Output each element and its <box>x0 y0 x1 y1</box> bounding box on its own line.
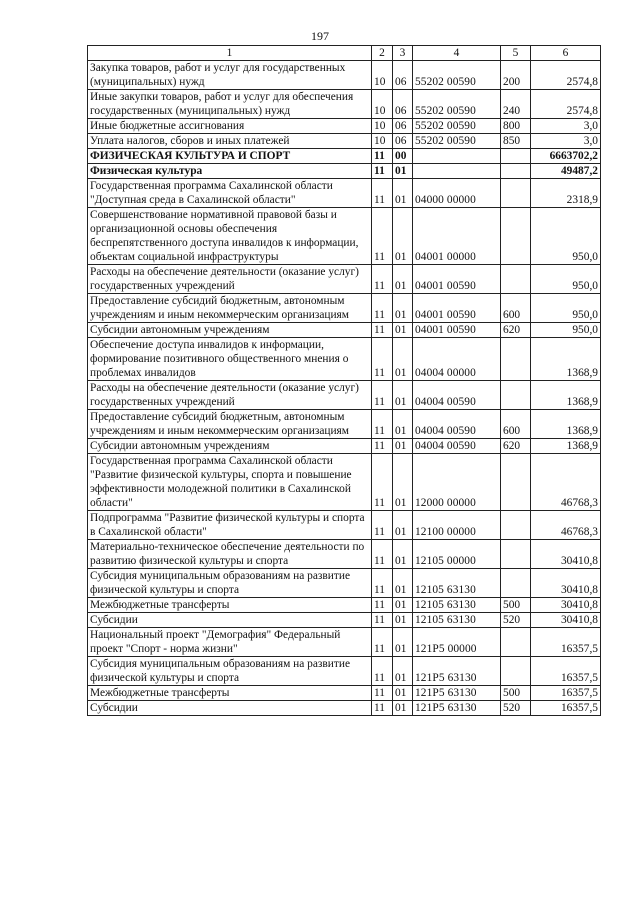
column-header: 6 <box>531 46 601 61</box>
table-row <box>88 657 601 686</box>
row-subsection: 01 <box>393 598 413 613</box>
row-amount: 950,0 <box>531 323 601 338</box>
row-section: 10 <box>372 90 393 119</box>
row-amount: 30410,8 <box>531 598 601 613</box>
row-section: 11 <box>372 511 393 540</box>
row-name: Субсидия муниципальным образованиям на развитие физической культуры и спорта <box>88 657 372 686</box>
row-section: 11 <box>372 265 393 294</box>
row-amount: 46768,3 <box>531 454 601 511</box>
table-row <box>88 179 601 208</box>
row-subsection: 01 <box>393 540 413 569</box>
row-name: Совершенствование нормативной правовой базы и организационной основы обеспечения беспрепятственного доступа инвалидов к информации, объектам социальной инфраструктуры <box>88 208 372 265</box>
row-subsection: 01 <box>393 164 413 179</box>
row-subsection: 01 <box>393 613 413 628</box>
row-target-article: 04001 00590 <box>413 265 501 294</box>
row-section: 11 <box>372 338 393 381</box>
row-amount: 2318,9 <box>531 179 601 208</box>
row-amount: 16357,5 <box>531 628 601 657</box>
row-expense-type <box>501 540 531 569</box>
row-name: Субсидии автономным учреждениям <box>88 323 372 338</box>
row-expense-type <box>501 338 531 381</box>
row-expense-type <box>501 657 531 686</box>
row-expense-type: 500 <box>501 598 531 613</box>
row-name: Субсидии <box>88 613 372 628</box>
row-name: Расходы на обеспечение деятельности (оказание услуг) государственных учреждений <box>88 265 372 294</box>
row-name: Национальный проект "Демография" Федеральный проект "Спорт - норма жизни" <box>88 628 372 657</box>
row-target-article: 55202 00590 <box>413 134 501 149</box>
row-section: 11 <box>372 686 393 701</box>
row-section: 11 <box>372 613 393 628</box>
table-row <box>88 208 601 265</box>
column-header: 5 <box>501 46 531 61</box>
row-subsection: 01 <box>393 410 413 439</box>
column-header: 1 <box>88 46 372 61</box>
table-row <box>88 439 601 454</box>
row-name: Предоставление субсидий бюджетным, автономным учреждениям и иным некоммерческим организациям <box>88 294 372 323</box>
row-section: 10 <box>372 61 393 90</box>
row-target-article: 04004 00000 <box>413 338 501 381</box>
row-expense-type: 620 <box>501 439 531 454</box>
table-row <box>88 265 601 294</box>
table-row <box>88 134 601 149</box>
row-target-article: 04000 00000 <box>413 179 501 208</box>
row-amount: 2574,8 <box>531 61 601 90</box>
row-subsection: 01 <box>393 686 413 701</box>
row-expense-type: 850 <box>501 134 531 149</box>
header-row <box>88 46 601 61</box>
table-row <box>88 61 601 90</box>
row-target-article: 04004 00590 <box>413 410 501 439</box>
row-section: 11 <box>372 179 393 208</box>
row-name: Расходы на обеспечение деятельности (оказание услуг) государственных учреждений <box>88 381 372 410</box>
row-target-article: 04004 00590 <box>413 439 501 454</box>
row-subsection: 01 <box>393 381 413 410</box>
row-subsection: 01 <box>393 657 413 686</box>
row-amount: 3,0 <box>531 119 601 134</box>
budget-table <box>87 45 601 716</box>
table-row <box>88 613 601 628</box>
row-subsection: 01 <box>393 511 413 540</box>
column-header: 2 <box>372 46 393 61</box>
row-name: Субсидии автономным учреждениям <box>88 439 372 454</box>
row-target-article: 04001 00590 <box>413 323 501 338</box>
row-subsection: 01 <box>393 294 413 323</box>
row-subsection: 01 <box>393 454 413 511</box>
row-target-article: 12105 63130 <box>413 569 501 598</box>
row-amount: 30410,8 <box>531 540 601 569</box>
table-row <box>88 540 601 569</box>
row-section: 11 <box>372 164 393 179</box>
row-expense-type <box>501 511 531 540</box>
table-row <box>88 119 601 134</box>
row-target-article: 55202 00590 <box>413 61 501 90</box>
row-section: 11 <box>372 410 393 439</box>
row-section: 11 <box>372 657 393 686</box>
row-name: Межбюджетные трансферты <box>88 598 372 613</box>
row-section: 11 <box>372 381 393 410</box>
row-subsection: 01 <box>393 628 413 657</box>
row-target-article: 04001 00590 <box>413 294 501 323</box>
row-target-article: 04004 00590 <box>413 381 501 410</box>
row-amount: 49487,2 <box>531 164 601 179</box>
row-section: 11 <box>372 569 393 598</box>
column-header: 3 <box>393 46 413 61</box>
row-subsection: 01 <box>393 208 413 265</box>
row-target-article: 12105 63130 <box>413 613 501 628</box>
row-expense-type: 240 <box>501 90 531 119</box>
table-row <box>88 454 601 511</box>
table-row <box>88 323 601 338</box>
row-name: Закупка товаров, работ и услуг для государственных (муниципальных) нужд <box>88 61 372 90</box>
row-expense-type: 200 <box>501 61 531 90</box>
table-row <box>88 164 601 179</box>
row-expense-type: 520 <box>501 613 531 628</box>
table-row <box>88 511 601 540</box>
row-target-article: 55202 00590 <box>413 119 501 134</box>
column-header: 4 <box>413 46 501 61</box>
row-section: 10 <box>372 119 393 134</box>
row-amount: 1368,9 <box>531 410 601 439</box>
row-amount: 3,0 <box>531 134 601 149</box>
row-target-article: 121P5 63130 <box>413 701 501 716</box>
row-target-article <box>413 149 501 164</box>
row-name: Подпрограмма "Развитие физической культуры и спорта в Сахалинской области" <box>88 511 372 540</box>
row-target-article: 04001 00000 <box>413 208 501 265</box>
row-expense-type <box>501 208 531 265</box>
row-target-article: 121P5 63130 <box>413 686 501 701</box>
row-amount: 1368,9 <box>531 338 601 381</box>
row-expense-type <box>501 569 531 598</box>
row-subsection: 01 <box>393 323 413 338</box>
row-name: Межбюджетные трансферты <box>88 686 372 701</box>
row-subsection: 06 <box>393 90 413 119</box>
row-section: 11 <box>372 701 393 716</box>
table-body <box>88 61 601 716</box>
row-expense-type: 620 <box>501 323 531 338</box>
row-section: 11 <box>372 454 393 511</box>
row-subsection: 01 <box>393 439 413 454</box>
table-row <box>88 410 601 439</box>
row-subsection: 01 <box>393 179 413 208</box>
table-row <box>88 701 601 716</box>
row-target-article <box>413 164 501 179</box>
row-subsection: 01 <box>393 569 413 598</box>
row-section: 11 <box>372 323 393 338</box>
row-expense-type <box>501 179 531 208</box>
row-amount: 950,0 <box>531 294 601 323</box>
row-section: 11 <box>372 598 393 613</box>
table-row <box>88 569 601 598</box>
row-subsection: 01 <box>393 265 413 294</box>
row-target-article: 12000 00000 <box>413 454 501 511</box>
row-expense-type <box>501 149 531 164</box>
row-name: Субсидии <box>88 701 372 716</box>
row-target-article: 12100 00000 <box>413 511 501 540</box>
table-row <box>88 381 601 410</box>
row-section: 10 <box>372 134 393 149</box>
row-expense-type: 600 <box>501 294 531 323</box>
row-expense-type <box>501 381 531 410</box>
row-expense-type: 520 <box>501 701 531 716</box>
row-subsection: 06 <box>393 61 413 90</box>
table-row <box>88 628 601 657</box>
table-row <box>88 598 601 613</box>
row-subsection: 06 <box>393 134 413 149</box>
row-target-article: 55202 00590 <box>413 90 501 119</box>
row-name: Государственная программа Сахалинской области "Доступная среда в Сахалинской области" <box>88 179 372 208</box>
row-target-article: 12105 63130 <box>413 598 501 613</box>
row-amount: 2574,8 <box>531 90 601 119</box>
row-expense-type: 500 <box>501 686 531 701</box>
row-target-article: 121P5 00000 <box>413 628 501 657</box>
row-name: Иные закупки товаров, работ и услуг для обеспечения государственных (муниципальных) нужд <box>88 90 372 119</box>
row-amount: 16357,5 <box>531 657 601 686</box>
row-amount: 30410,8 <box>531 613 601 628</box>
row-amount: 30410,8 <box>531 569 601 598</box>
row-expense-type: 600 <box>501 410 531 439</box>
row-section: 11 <box>372 149 393 164</box>
row-expense-type: 800 <box>501 119 531 134</box>
row-section: 11 <box>372 540 393 569</box>
table-row <box>88 294 601 323</box>
row-expense-type <box>501 628 531 657</box>
row-expense-type <box>501 164 531 179</box>
table-row <box>88 90 601 119</box>
row-name: Предоставление субсидий бюджетным, автономным учреждениям и иным некоммерческим организациям <box>88 410 372 439</box>
row-name: ФИЗИЧЕСКАЯ КУЛЬТУРА И СПОРТ <box>88 149 372 164</box>
row-section: 11 <box>372 628 393 657</box>
table-row <box>88 149 601 164</box>
row-amount: 950,0 <box>531 208 601 265</box>
row-expense-type <box>501 265 531 294</box>
row-section: 11 <box>372 208 393 265</box>
row-target-article: 121P5 63130 <box>413 657 501 686</box>
row-target-article: 12105 00000 <box>413 540 501 569</box>
table-row <box>88 686 601 701</box>
row-amount: 6663702,2 <box>531 149 601 164</box>
row-expense-type <box>501 454 531 511</box>
row-section: 11 <box>372 439 393 454</box>
row-subsection: 00 <box>393 149 413 164</box>
row-name: Обеспечение доступа инвалидов к информации, формирование позитивного общественного мнения о проблемах инвалидов <box>88 338 372 381</box>
row-amount: 1368,9 <box>531 439 601 454</box>
row-name: Физическая культура <box>88 164 372 179</box>
row-amount: 950,0 <box>531 265 601 294</box>
row-subsection: 06 <box>393 119 413 134</box>
row-subsection: 01 <box>393 338 413 381</box>
row-subsection: 01 <box>393 701 413 716</box>
row-section: 11 <box>372 294 393 323</box>
row-amount: 16357,5 <box>531 686 601 701</box>
row-name: Иные бюджетные ассигнования <box>88 119 372 134</box>
row-amount: 46768,3 <box>531 511 601 540</box>
row-name: Субсидия муниципальным образованиям на развитие физической культуры и спорта <box>88 569 372 598</box>
row-name: Материально-техническое обеспечение деятельности по развитию физической культуры и спорта <box>88 540 372 569</box>
row-name: Уплата налогов, сборов и иных платежей <box>88 134 372 149</box>
row-amount: 1368,9 <box>531 381 601 410</box>
table-row <box>88 338 601 381</box>
row-name: Государственная программа Сахалинской области "Развитие физической культуры, спорта и повышение эффективности молодежной политики в Сахалинской области" <box>88 454 372 511</box>
page-number: 197 <box>311 29 329 43</box>
row-amount: 16357,5 <box>531 701 601 716</box>
